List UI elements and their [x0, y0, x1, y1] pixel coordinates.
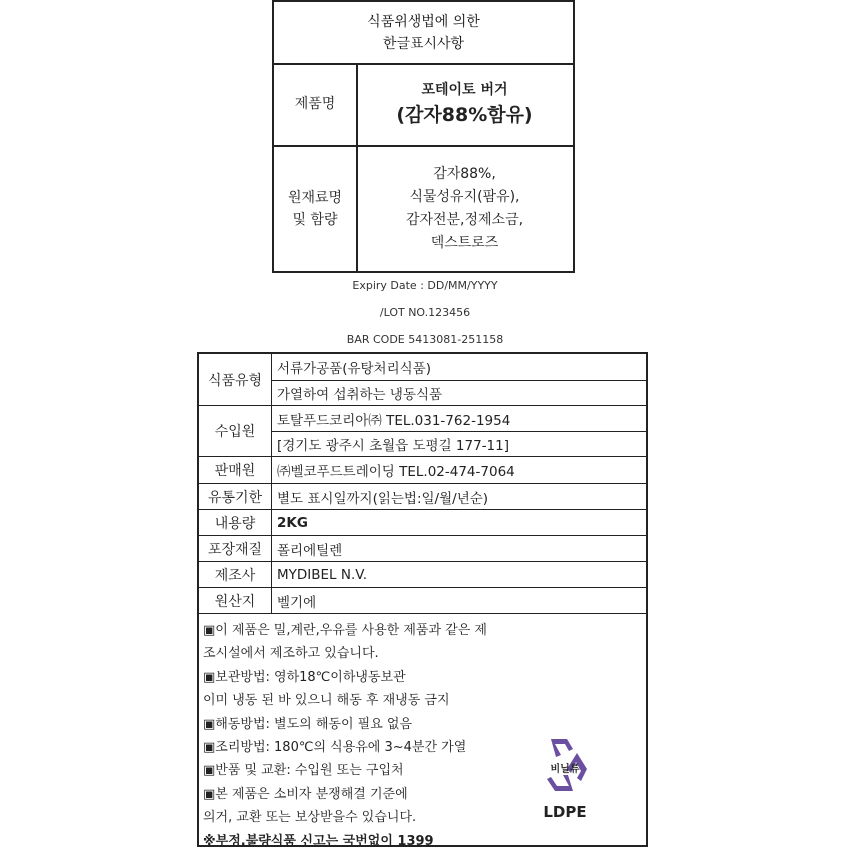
ingredients-value [356, 145, 573, 273]
food-type-row [199, 354, 646, 406]
food-type-value-1: 서류가공품(유탕처리식품) [277, 360, 431, 377]
ingredients-label-line2: 및 함량 [292, 212, 338, 228]
ingredients-label-line1: 원재료명 [287, 190, 343, 206]
ingredients-label [274, 145, 358, 273]
product-info-table [197, 352, 648, 847]
seller-label: 판매원 [199, 457, 272, 483]
notes-section [199, 614, 646, 849]
report-hotline-note: ※부정.불량식품 신고는 국번없이 1399 [203, 833, 434, 849]
note-line: ▣본 제품은 소비자 분쟁해결 기준에 [203, 786, 408, 802]
note-line: ▣해동방법: 별도의 해동이 필요 없음 [203, 716, 413, 732]
ingredient-line: 덱스트로즈 [430, 235, 499, 251]
expiry-label: 유통기한 [199, 484, 272, 509]
ldpe-label: LDPE [543, 803, 587, 821]
importer-value-2: [경기도 광주시 초월읍 도평길 177-11] [272, 431, 646, 456]
ingredient-line: 식물성유지(팜유), [409, 189, 520, 205]
note-line: ▣조리방법: 180℃의 식용유에 3~4분간 가열 [203, 740, 467, 756]
manufacturer-value: MYDIBEL N.V. [277, 566, 368, 583]
origin-row [199, 588, 646, 614]
product-name-line2: (감자88%함유) [396, 104, 533, 126]
seller-row [199, 457, 646, 484]
packaging-label: 포장재질 [199, 536, 272, 561]
product-name-line1: 포테이토 버거 [421, 82, 508, 98]
barcode-line: BAR CODE 5413081-251158 [346, 333, 504, 346]
importer-label: 수입원 [199, 406, 272, 456]
expiry-row [199, 484, 646, 510]
volume-row [199, 510, 646, 536]
note-line: 조시설에서 제조하고 있습니다. [203, 646, 379, 662]
ingredients-row [274, 145, 573, 273]
manufacturer-row [199, 562, 646, 588]
origin-label: 원산지 [199, 588, 272, 613]
volume-label: 내용량 [199, 510, 272, 535]
lot-number-line: /LOT NO.123456 [379, 306, 471, 319]
importer-row [199, 406, 646, 457]
note-line: 의거, 교환 또는 보상받을수 있습니다. [203, 810, 417, 826]
korean-label-table [272, 0, 575, 273]
origin-value: 벨기에 [277, 594, 317, 611]
importer-value-1: 토탈푸드코리아㈜ TEL.031-762-1954 [277, 412, 511, 429]
label-title-line2: 한글표시사항 [382, 35, 465, 52]
label-title-line1: 식품위생법에 의한 [367, 13, 480, 30]
food-type-label: 식품유형 [199, 354, 272, 405]
manufacturer-label: 제조사 [199, 562, 272, 587]
expiry-value: 별도 표시일까지(읽는법:일/월/년순) [277, 490, 489, 507]
ingredient-line: 감자전분,정제소금, [405, 212, 524, 228]
label-title [274, 2, 573, 65]
recycle-text: 비닐류 [550, 764, 580, 775]
product-name-row [274, 63, 573, 147]
ingredient-line: 감자88%, [433, 166, 496, 182]
packaging-value: 폴리에틸렌 [277, 542, 343, 559]
food-type-value-2: 가열하여 섭취하는 냉동식품 [272, 380, 646, 406]
recycle-icon [537, 735, 593, 799]
note-line: ▣보관방법: 영하18℃이하냉동보관 [203, 669, 406, 685]
volume-value: 2KG [277, 514, 308, 531]
product-name-label: 제품명 [274, 63, 358, 145]
note-line: 이미 냉동 된 바 있으니 해동 후 재냉동 금지 [203, 693, 450, 709]
seller-value: ㈜벨코푸드트레이딩 TEL.02-474-7064 [277, 464, 515, 480]
packaging-row [199, 536, 646, 562]
note-line: ▣반품 및 교환: 수입원 또는 구입처 [203, 763, 404, 779]
note-line: ▣이 제품은 밀,계란,우유를 사용한 제품과 같은 제 [203, 623, 487, 638]
product-name-value [356, 63, 573, 145]
expiry-date-line: Expiry Date : DD/MM/YYYY [352, 279, 498, 292]
